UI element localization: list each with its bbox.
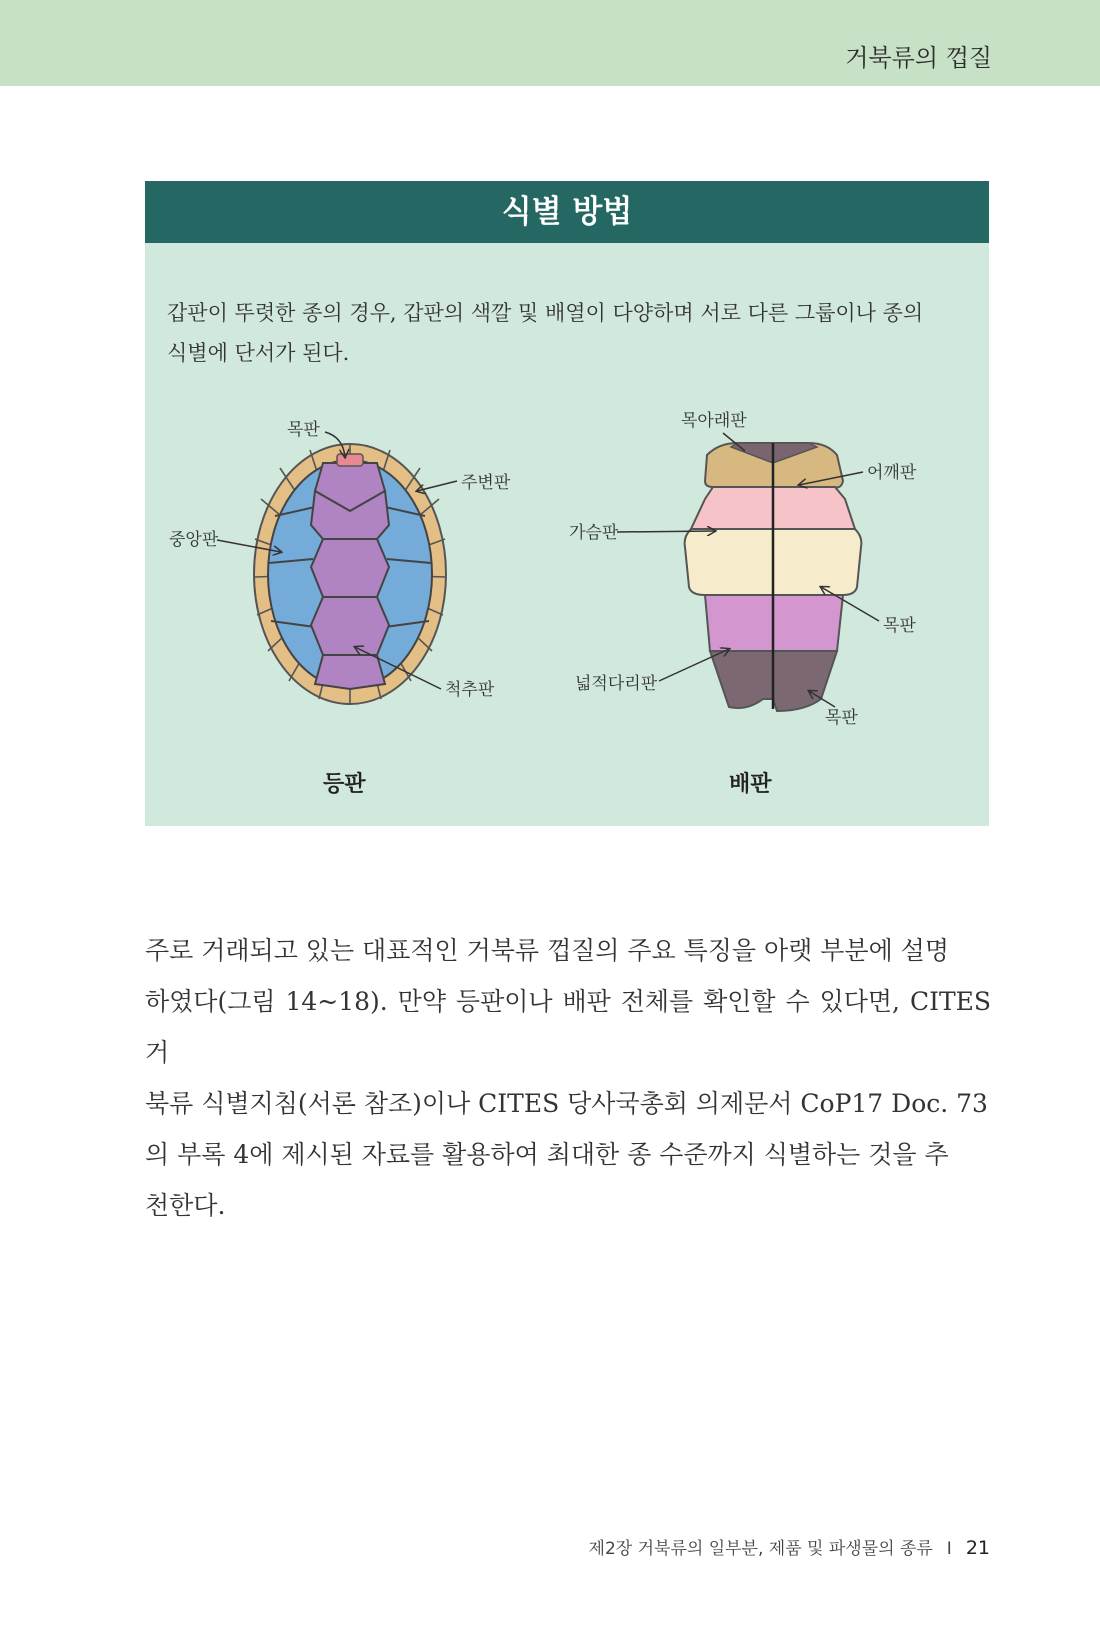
label-femoral: 넓적다리판	[575, 674, 658, 694]
box-title: 식별 방법	[145, 181, 989, 243]
label-vertebral: 척추판	[445, 680, 495, 700]
body-line: 의 부록 4에 제시된 자료를 활용하여 최대한 종 수준까지 식별하는 것을 추	[145, 1140, 949, 1169]
running-title: 거북류의 껍질	[845, 44, 992, 72]
body-paragraph	[145, 925, 991, 1231]
vertebral-scutes	[311, 463, 389, 689]
body-line: 하였다(그림 14~18). 만약 등판이나 배판 전체를 확인할 수 있다면, CITES 거	[145, 987, 991, 1067]
label-nuchal: 목판	[287, 420, 320, 440]
footer-separator: I	[946, 1539, 952, 1559]
plastron-diagram	[569, 410, 917, 797]
carapace-diagram	[169, 419, 511, 797]
box-line: 식별에 단서가 된다.	[167, 341, 350, 365]
body-line: 북류 식별지침(서론 참조)이나 CITES 당사국총회 의제문서 CoP17 Doc. 73	[145, 1089, 988, 1118]
shell-diagram	[145, 181, 989, 826]
label-abdominal: 목판	[883, 616, 916, 636]
identification-box	[145, 181, 989, 826]
footer-chapter: 제2장 거북류의 일부분, 제품 및 파생물의 종류	[588, 1539, 933, 1559]
label-pectoral: 가슴판	[569, 523, 619, 543]
page-footer	[589, 1534, 990, 1559]
label-humeral: 어깨판	[867, 463, 917, 483]
box-line: 갑판이 뚜렷한 종의 경우, 갑판의 색깔 및 배열이 다양하며 서로 다른 그룹이나 종의	[167, 301, 924, 325]
body-line: 주로 거래되고 있는 대표적인 거북류 껍질의 주요 특징을 아랫 부분에 설명	[145, 936, 949, 965]
label-marginal: 주변판	[461, 473, 511, 493]
label-gular: 목아래판	[681, 411, 747, 431]
carapace-caption: 등판	[323, 772, 366, 797]
plastron-caption: 배판	[729, 772, 772, 797]
body-line: 천한다.	[145, 1191, 226, 1220]
nuchal-scute	[337, 454, 363, 466]
label-central: 중앙판	[169, 530, 219, 550]
page-number: 21	[965, 1537, 990, 1559]
label-anal: 목판	[825, 708, 858, 728]
